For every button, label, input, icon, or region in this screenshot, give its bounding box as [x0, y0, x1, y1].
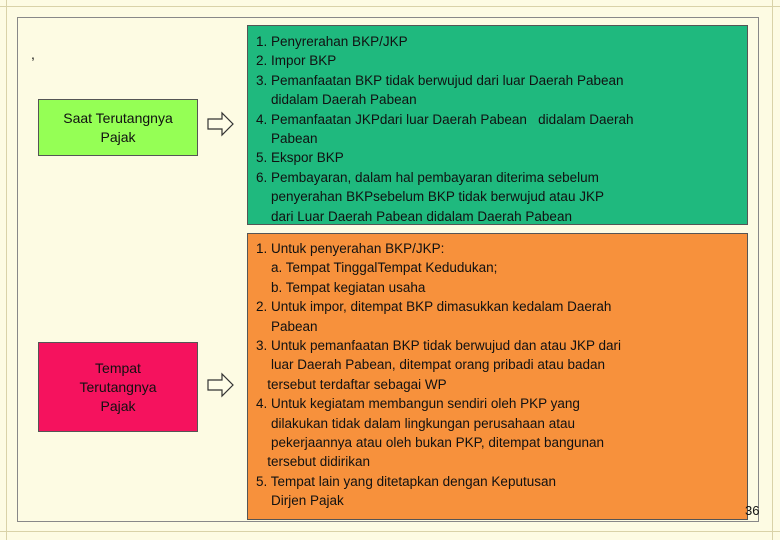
time-of-tax-panel	[247, 25, 748, 225]
arrow-right-icon	[207, 372, 235, 398]
place-item: 3. Untuk pemanfaatan BKP tidak berwujud dan atau JKP dari	[256, 338, 621, 354]
place-item: 1. Untuk penyerahan BKP/JKP:	[256, 241, 445, 256]
time-item: 5. Ekspor BKP	[256, 150, 344, 166]
place-item: 2. Untuk impor, ditempat BKP dimasukkan kedalam Daerah	[256, 299, 612, 315]
background-line	[772, 0, 773, 540]
place-item: Dirjen Pajak	[256, 493, 344, 509]
place-item: tersebut terdaftar sebagai WP	[256, 376, 447, 392]
time-item: penyerahan BKPsebelum BKP tidak berwujud atau JKP	[256, 189, 604, 205]
place-of-tax-label: Tempat Terutangnya Pajak	[79, 359, 157, 414]
time-item: 6. Pembayaran, dalam hal pembayaran diterima sebelum	[256, 169, 599, 185]
stray-comma: ,	[31, 46, 35, 62]
time-item: Pabean	[256, 131, 318, 147]
place-item: dilakukan tidak dalam lingkungan perusahaan atau	[256, 415, 575, 431]
time-item: didalam Daerah Pabean	[256, 92, 417, 108]
time-item: 3. Pemanfaatan BKP tidak berwujud dari luar Daerah Pabean	[256, 72, 624, 88]
place-of-tax-box	[38, 342, 198, 432]
time-of-tax-label: Saat Terutangnya Pajak	[63, 109, 173, 145]
place-item: tersebut didirikan	[256, 454, 371, 470]
place-item: luar Daerah Pabean, ditempat orang pribadi atau badan	[256, 357, 605, 373]
time-item: 1. Penyrerahan BKP/JKP	[256, 34, 408, 49]
background-line	[6, 0, 7, 540]
place-item: pekerjaannya atau oleh bukan PKP, ditempat bangunan	[256, 435, 605, 451]
arrow-right-icon	[207, 111, 235, 137]
time-item: dari Luar Daerah Pabean didalam Daerah Pabean	[256, 208, 572, 224]
place-item: 4. Untuk kegiatam membangun sendiri oleh PKP yang	[256, 396, 580, 412]
place-item: b. Tempat kegiatan usaha	[256, 279, 426, 295]
page-number: 36	[745, 503, 760, 518]
time-item: 4. Pemanfaatan JKPdari luar Daerah Pabean didalam Daerah	[256, 111, 634, 127]
background-line	[0, 6, 780, 7]
time-of-tax-box	[38, 99, 198, 156]
place-item: Pabean	[256, 318, 318, 334]
place-item: 5. Tempat lain yang ditetapkan dengan Keputusan	[256, 473, 556, 489]
background-line	[0, 531, 780, 532]
place-of-tax-panel	[247, 233, 748, 520]
time-item: 2. Impor BKP	[256, 53, 337, 69]
place-item: a. Tempat TinggalTempat Kedudukan;	[256, 260, 498, 276]
